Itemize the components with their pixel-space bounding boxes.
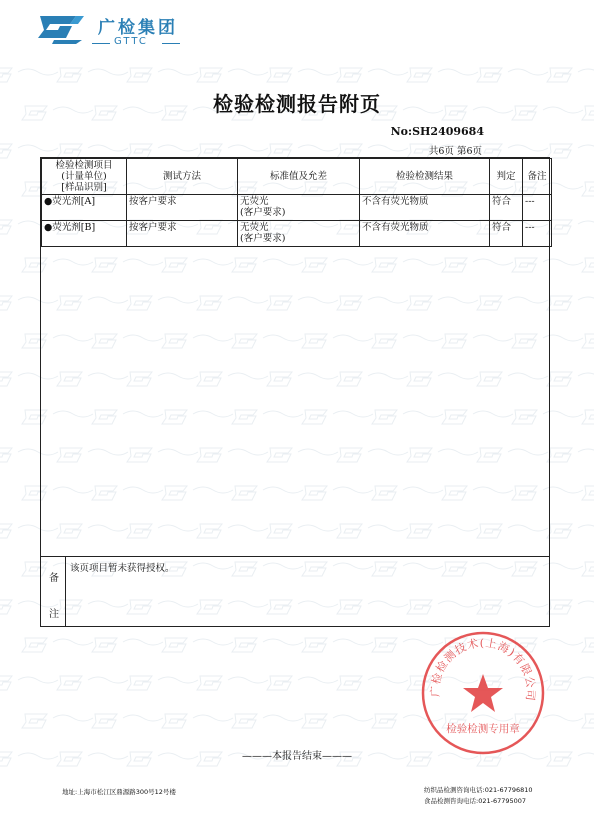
footer-food-phone: 食品检测咨询电话:021-67795007 <box>424 797 527 805</box>
cell-remark: --- <box>523 221 552 247</box>
footer-textile-phone: 纺织品检测咨询电话:021-67796810 <box>424 786 533 794</box>
remarks-label <box>40 557 66 627</box>
header-result: 检验检测结果 <box>360 159 490 195</box>
seal-text: 广检检测技术(上海)有限公司 <box>428 636 538 703</box>
standard-line: (客户要求) <box>240 233 286 244</box>
remarks-section <box>40 556 550 627</box>
header-standard: 标准值及允差 <box>238 159 360 195</box>
header-item-line: 检验检测项目 <box>55 160 113 171</box>
report-number: No:SH2409684 <box>390 125 484 138</box>
page-count: 共6页 第6页 <box>428 146 482 157</box>
brand-name-en: GTTC <box>114 36 148 47</box>
table-header-row <box>42 159 552 195</box>
standard-line: 无荧光 <box>240 222 269 233</box>
cell-remark: --- <box>523 195 552 221</box>
cell-result: 不含有荧光物质 <box>360 195 490 221</box>
cell-result: 不含有荧光物质 <box>360 221 490 247</box>
brand-divider <box>162 43 180 44</box>
header-item-line: [样品识别] <box>61 182 107 193</box>
header-judgement: 判定 <box>490 159 523 195</box>
cell-item: ●荧光剂[B] <box>42 221 127 247</box>
cell-standard <box>238 195 360 221</box>
remarks-label-bottom: 注 <box>49 609 59 620</box>
cell-judgement: 符合 <box>490 221 523 247</box>
table-row <box>42 195 552 221</box>
gttc-logo-icon <box>36 12 86 46</box>
brand-name-cn: 广检集团 <box>98 18 178 38</box>
footer-contacts <box>424 785 533 807</box>
results-table <box>41 158 552 247</box>
cell-judgement: 符合 <box>490 195 523 221</box>
cell-item: ●荧光剂[A] <box>42 195 127 221</box>
standard-line: 无荧光 <box>240 196 269 207</box>
cell-method: 按客户要求 <box>127 221 238 247</box>
remarks-label-top: 备 <box>49 573 59 584</box>
table-row <box>42 221 552 247</box>
brand-name-en-wrap <box>92 36 202 50</box>
footer-address: 地址:上海市松江区鼎源路300号12号楼 <box>62 788 176 796</box>
company-seal-icon <box>418 628 548 758</box>
brand-divider <box>92 43 110 44</box>
header-remark: 备注 <box>523 159 552 195</box>
standard-line: (客户要求) <box>240 207 286 218</box>
company-logo <box>36 10 196 50</box>
seal-subtext: 检验检测专用章 <box>446 723 520 735</box>
report-end-marker: ———本报告结束——— <box>242 751 352 762</box>
header-item-line: (计量单位) <box>61 171 107 182</box>
cell-standard <box>238 221 360 247</box>
page-title: 检验检测报告附页 <box>213 92 381 116</box>
remarks-text: 该页项目暂未获得授权。 <box>70 563 175 574</box>
header-method: 测试方法 <box>127 159 238 195</box>
header-item <box>42 159 127 195</box>
cell-method: 按客户要求 <box>127 195 238 221</box>
